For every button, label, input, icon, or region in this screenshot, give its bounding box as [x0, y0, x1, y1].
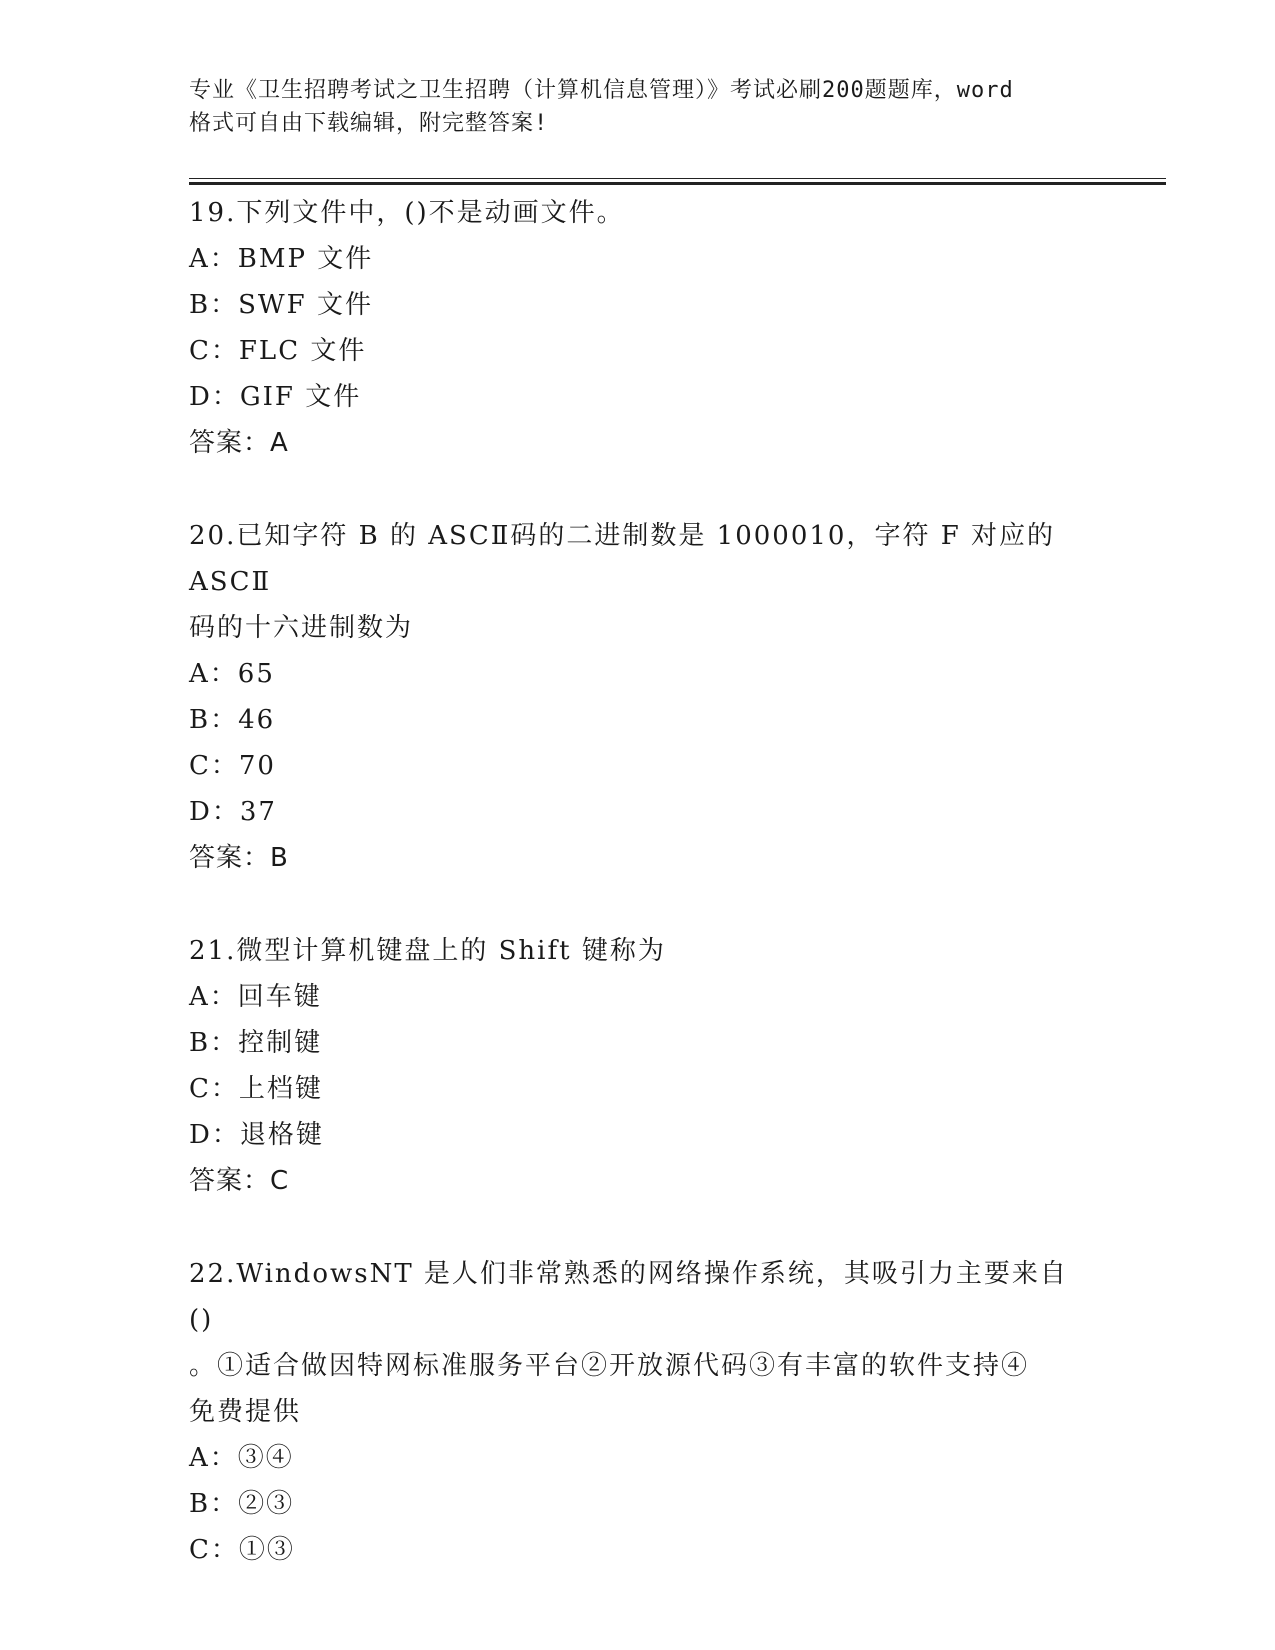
header-divider-thick [189, 182, 1166, 185]
question-stem: 19.下列文件中，()不是动画文件。 [189, 198, 625, 228]
option-d: D：退格键 [189, 1120, 324, 1150]
option-a: A：BMP 文件 [189, 244, 374, 274]
question-stem: 21.微型计算机键盘上的 Shift 键称为 [189, 936, 666, 966]
option-c: C：FLC 文件 [189, 336, 367, 366]
header-line-2: 格式可自由下载编辑，附完整答案! [189, 111, 549, 136]
document-header [189, 74, 1089, 140]
question-22 [189, 1251, 1089, 1573]
option-b: B：SWF 文件 [189, 290, 373, 320]
question-list [189, 190, 1089, 1620]
question-stem-continued: 免费提供 [189, 1397, 302, 1427]
answer-label: 答案：A [189, 428, 289, 458]
header-divider-thin [189, 178, 1166, 179]
question-stem: 22.WindowsNT 是人们非常熟悉的网络操作系统，其吸引力主要来自() [189, 1259, 1068, 1335]
option-c: C：上档键 [189, 1074, 323, 1104]
option-c: C：70 [189, 751, 276, 781]
question-stem: 20.已知字符 B 的 ASCⅡ码的二进制数是 1000010，字符 F 对应的 ASCⅡ [189, 521, 1056, 597]
option-a: A：65 [189, 659, 275, 689]
option-b: B：②③ [189, 1489, 295, 1519]
question-20 [189, 513, 1089, 881]
question-stem-continued: 。①适合做因特网标准服务平台②开放源代码③有丰富的软件支持④ [189, 1351, 1030, 1381]
option-c: C：①③ [189, 1535, 295, 1565]
option-b: B：46 [189, 705, 276, 735]
question-stem-continued: 码的十六进制数为 [189, 613, 414, 643]
question-21 [189, 928, 1089, 1204]
answer-label: 答案：C [189, 1166, 290, 1196]
answer-label: 答案：B [189, 843, 289, 873]
header-line-1: 专业《卫生招聘考试之卫生招聘（计算机信息管理）》考试必刷200题题库，word [189, 78, 1014, 103]
option-a: A：回车键 [189, 982, 322, 1012]
option-b: B：控制键 [189, 1028, 323, 1058]
option-d: D：37 [189, 797, 277, 827]
question-19 [189, 190, 1089, 466]
option-a: A：③④ [189, 1443, 294, 1473]
option-d: D：GIF 文件 [189, 382, 362, 412]
